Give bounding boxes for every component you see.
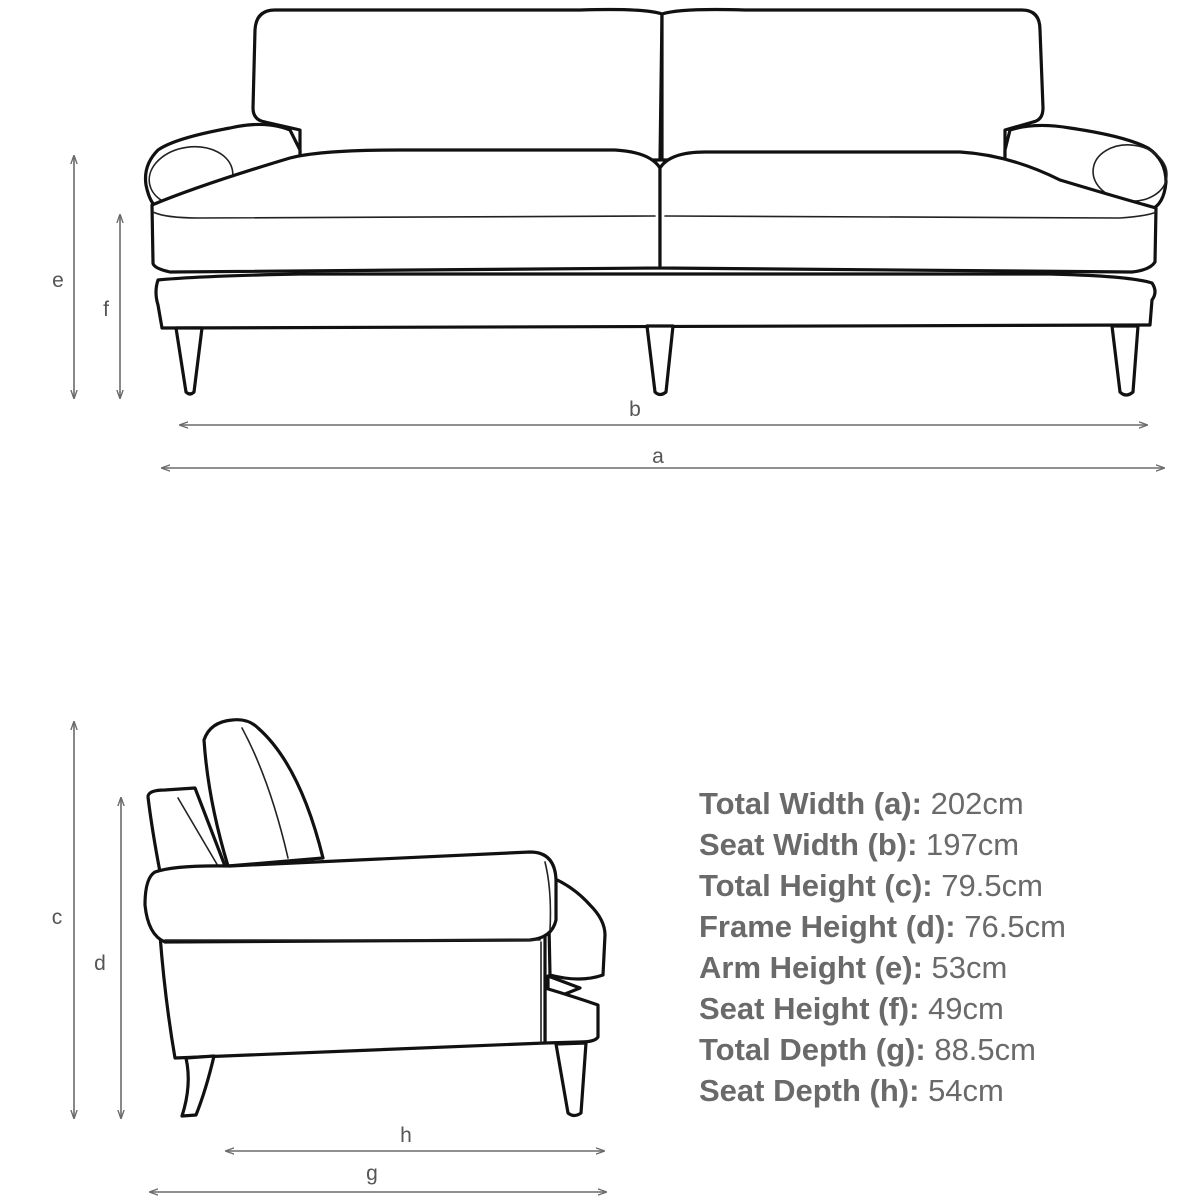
spec-value: 76.5cm: [964, 909, 1066, 944]
spec-label: Total Height (c):: [699, 868, 933, 903]
spec-label: Total Depth (g):: [699, 1032, 926, 1067]
spec-seat-height: [699, 988, 1066, 1029]
side-back-cushion: [204, 720, 323, 866]
back-cushion-right: [662, 10, 1043, 161]
sofa-front-view: [145, 10, 1169, 396]
side-front-panel: [545, 988, 598, 1043]
spec-value: 197cm: [926, 827, 1020, 862]
spec-frame-height: [699, 906, 1066, 947]
spec-total-height: [699, 865, 1066, 906]
sofa-side-view: [145, 720, 605, 1116]
spec-value: 54cm: [928, 1073, 1004, 1108]
dimension-label-e: e: [52, 269, 64, 292]
side-leg-front: [556, 1043, 586, 1116]
specification-list: [699, 783, 1066, 1111]
spec-label: Total Width (a):: [699, 786, 922, 821]
spec-value: 79.5cm: [941, 868, 1043, 903]
spec-value: 49cm: [928, 991, 1004, 1026]
dimension-label-a: a: [652, 445, 664, 468]
side-arm: [145, 852, 556, 942]
leg-left: [176, 328, 202, 394]
dimension-label-b: b: [629, 398, 641, 421]
spec-value: 88.5cm: [934, 1032, 1036, 1067]
spec-total-depth: [699, 1029, 1066, 1070]
dimension-label-h: h: [400, 1124, 412, 1147]
side-leg-back: [182, 1056, 214, 1116]
spec-arm-height: [699, 947, 1066, 988]
side-body: [160, 935, 545, 1058]
dimension-label-c: c: [51, 906, 63, 929]
spec-label: Seat Depth (h):: [699, 1073, 920, 1108]
dimension-label-d: d: [94, 952, 106, 975]
spec-label: Seat Width (b):: [699, 827, 918, 862]
spec-label: Frame Height (d):: [699, 909, 956, 944]
spec-total-width: [699, 783, 1066, 824]
spec-label: Seat Height (f):: [699, 991, 920, 1026]
sofa-base: [156, 274, 1155, 328]
back-cushion-left: [253, 10, 662, 161]
leg-center: [647, 326, 673, 395]
spec-label: Arm Height (e):: [699, 950, 923, 985]
spec-value: 202cm: [930, 786, 1024, 821]
spec-seat-depth: [699, 1070, 1066, 1111]
leg-right: [1112, 326, 1138, 395]
dimension-label-f: f: [103, 298, 109, 321]
spec-value: 53cm: [931, 950, 1008, 985]
dimension-label-g: g: [366, 1162, 378, 1185]
spec-seat-width: [699, 824, 1066, 865]
